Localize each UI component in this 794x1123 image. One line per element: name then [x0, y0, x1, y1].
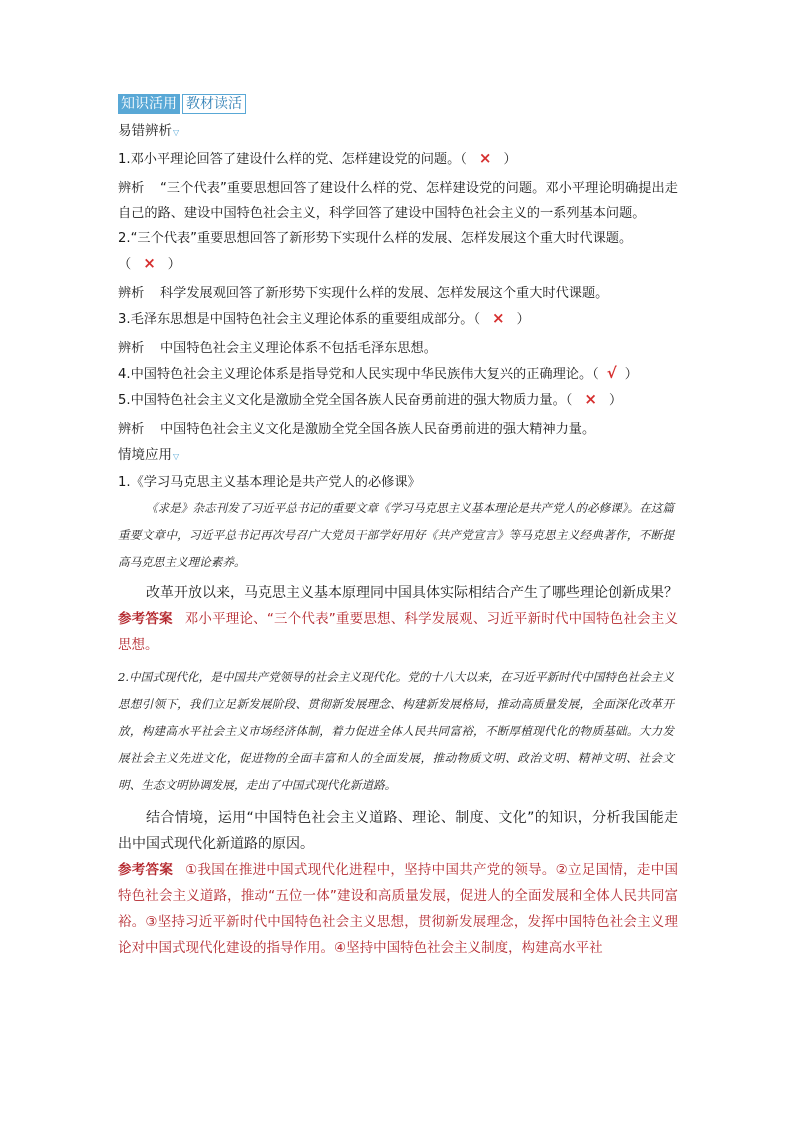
cross-mark-icon: ×: [478, 149, 492, 167]
cross-mark-icon: ×: [143, 254, 156, 272]
judgement-item-2-answer: [118, 251, 678, 277]
item-question: 3.毛泽东思想是中国特色社会主义理论体系的重要组成部分。（: [118, 312, 481, 327]
case-1-question: 改革开放以来，马克思主义基本原理同中国具体实际相结合产生了哪些理论创新成果？: [146, 585, 678, 601]
content-area: [118, 94, 678, 961]
explanation-3: [118, 336, 678, 361]
explanation-1: [118, 176, 678, 226]
judgement-item-4: [118, 361, 678, 387]
close-paren: ）: [167, 257, 181, 272]
section-title-text: 易错辨析: [118, 123, 172, 139]
case-1-title: 1.《学习马克思主义基本理论是共产党人的必修课》: [118, 475, 421, 490]
judgement-item-1: [118, 146, 678, 172]
explanation-label: 辨析: [118, 422, 145, 437]
check-mark-icon: √: [606, 364, 617, 382]
cross-mark-icon: ×: [584, 390, 597, 408]
explanation-label: 辨析: [118, 181, 145, 196]
close-paren: ）: [624, 367, 638, 382]
section-title-scenario: [118, 442, 678, 470]
item-question: 2.“三个代表”重要思想回答了新形势下实现什么样的发展、怎样发展这个重大时代课题。: [118, 231, 633, 246]
item-question: 1.邓小平理论回答了建设什么样的党、怎样建设党的问题。（: [118, 152, 467, 167]
section-title-mistakes: [118, 118, 678, 146]
section-header: [118, 94, 678, 114]
explanation-2: [118, 281, 678, 306]
answer-text: ①我国在推进中国式现代化进程中，坚持中国共产党的领导。②立足国情，走中国特色社会主义道路，推动“五位一体”建设和高质量发展，促进人的全面发展和全体人民共同富裕。③坚持习近平新时代中国特色社会主义思想，贯彻新发展理念，发挥中国特色社会主义理论对中国式现代化建设的指导作用。④坚持中国特色社会主义制度，构建高水平社: [118, 862, 678, 956]
case-2-answer: [118, 857, 678, 961]
cross-mark-icon: ×: [492, 309, 505, 327]
answer-label: 参考答案: [118, 611, 173, 627]
close-paren: ）: [503, 152, 517, 167]
judgement-item-3: [118, 306, 678, 332]
tag-knowledge-apply: 知识活用: [118, 94, 180, 114]
judgement-item-5: [118, 387, 678, 413]
judgement-item-2: [118, 226, 678, 251]
explanation-5: [118, 417, 678, 442]
explanation-label: 辨析: [118, 286, 145, 301]
explanation-text: 中国特色社会主义文化是激励全党全国各族人民奋勇前进的强大精神力量。: [160, 422, 596, 437]
explanation-text: “三个代表”重要思想回答了建设什么样的党、怎样建设党的问题。邓小平理论明确提出走自己的路、建设中国特色社会主义，科学回答了建设中国特色社会主义的一系列基本问题。: [118, 181, 678, 221]
explanation-text: 科学发展观回答了新形势下实现什么样的发展、怎样发展这个重大时代课题。: [160, 286, 609, 301]
explanation-label: 辨析: [118, 341, 145, 356]
explanation-text: 中国特色社会主义理论体系不包括毛泽东思想。: [160, 341, 437, 356]
answer-label: 参考答案: [118, 862, 174, 878]
case-1-material: 《求是》杂志刊发了习近平总书记的重要文章《学习马克思主义基本理论是共产党人的必修课》。在这篇重要文章中，习近平总书记再次号召广大党员干部学好用好《共产党宣言》等马克思主义经典著作，不断提高马克思主义理论素养。: [118, 501, 674, 569]
case-2-question: 结合情境，运用“中国特色社会主义道路、理论、制度、文化”的知识，分析我国能走出中国式现代化新道路的原因。: [118, 810, 678, 852]
item-question: 5.中国特色社会主义文化是激励全党全国各族人民奋勇前进的强大物质力量。（: [118, 393, 573, 408]
tag-textbook-reading: 教材读活: [182, 94, 246, 114]
case-1-answer: [118, 606, 678, 658]
triangle-down-icon: ▽: [173, 128, 180, 137]
section-title-text: 情境应用: [118, 447, 172, 463]
item-question: 4.中国特色社会主义理论体系是指导党和人民实现中华民族伟大复兴的正确理论。（: [118, 367, 599, 382]
close-paren: ）: [608, 393, 623, 408]
open-paren: （: [118, 257, 132, 272]
case-2-material: 2.中国式现代化，是中国共产党领导的社会主义现代化。党的十八大以来，在习近平新时代中国特色社会主义思想引领下，我们立足新发展阶段、贯彻新发展理念、构建新发展格局，推动高质量发展，全面深化改革开放，构建高水平社会主义市场经济体制，着力促进全体人民共同富裕，不断厚植现代化的物质基础。大力发展社会主义先进文化，促进物的全面丰富和人的全面发展，推动物质文明、政治文明、精神文明、社会文明、生态文明协调发展，走出了中国式现代化新道路。: [118, 670, 674, 792]
triangle-down-icon: ▽: [173, 452, 180, 461]
close-paren: ）: [516, 312, 530, 327]
answer-text: 邓小平理论、“三个代表”重要思想、科学发展观、习近平新时代中国特色社会主义思想。: [118, 611, 678, 653]
